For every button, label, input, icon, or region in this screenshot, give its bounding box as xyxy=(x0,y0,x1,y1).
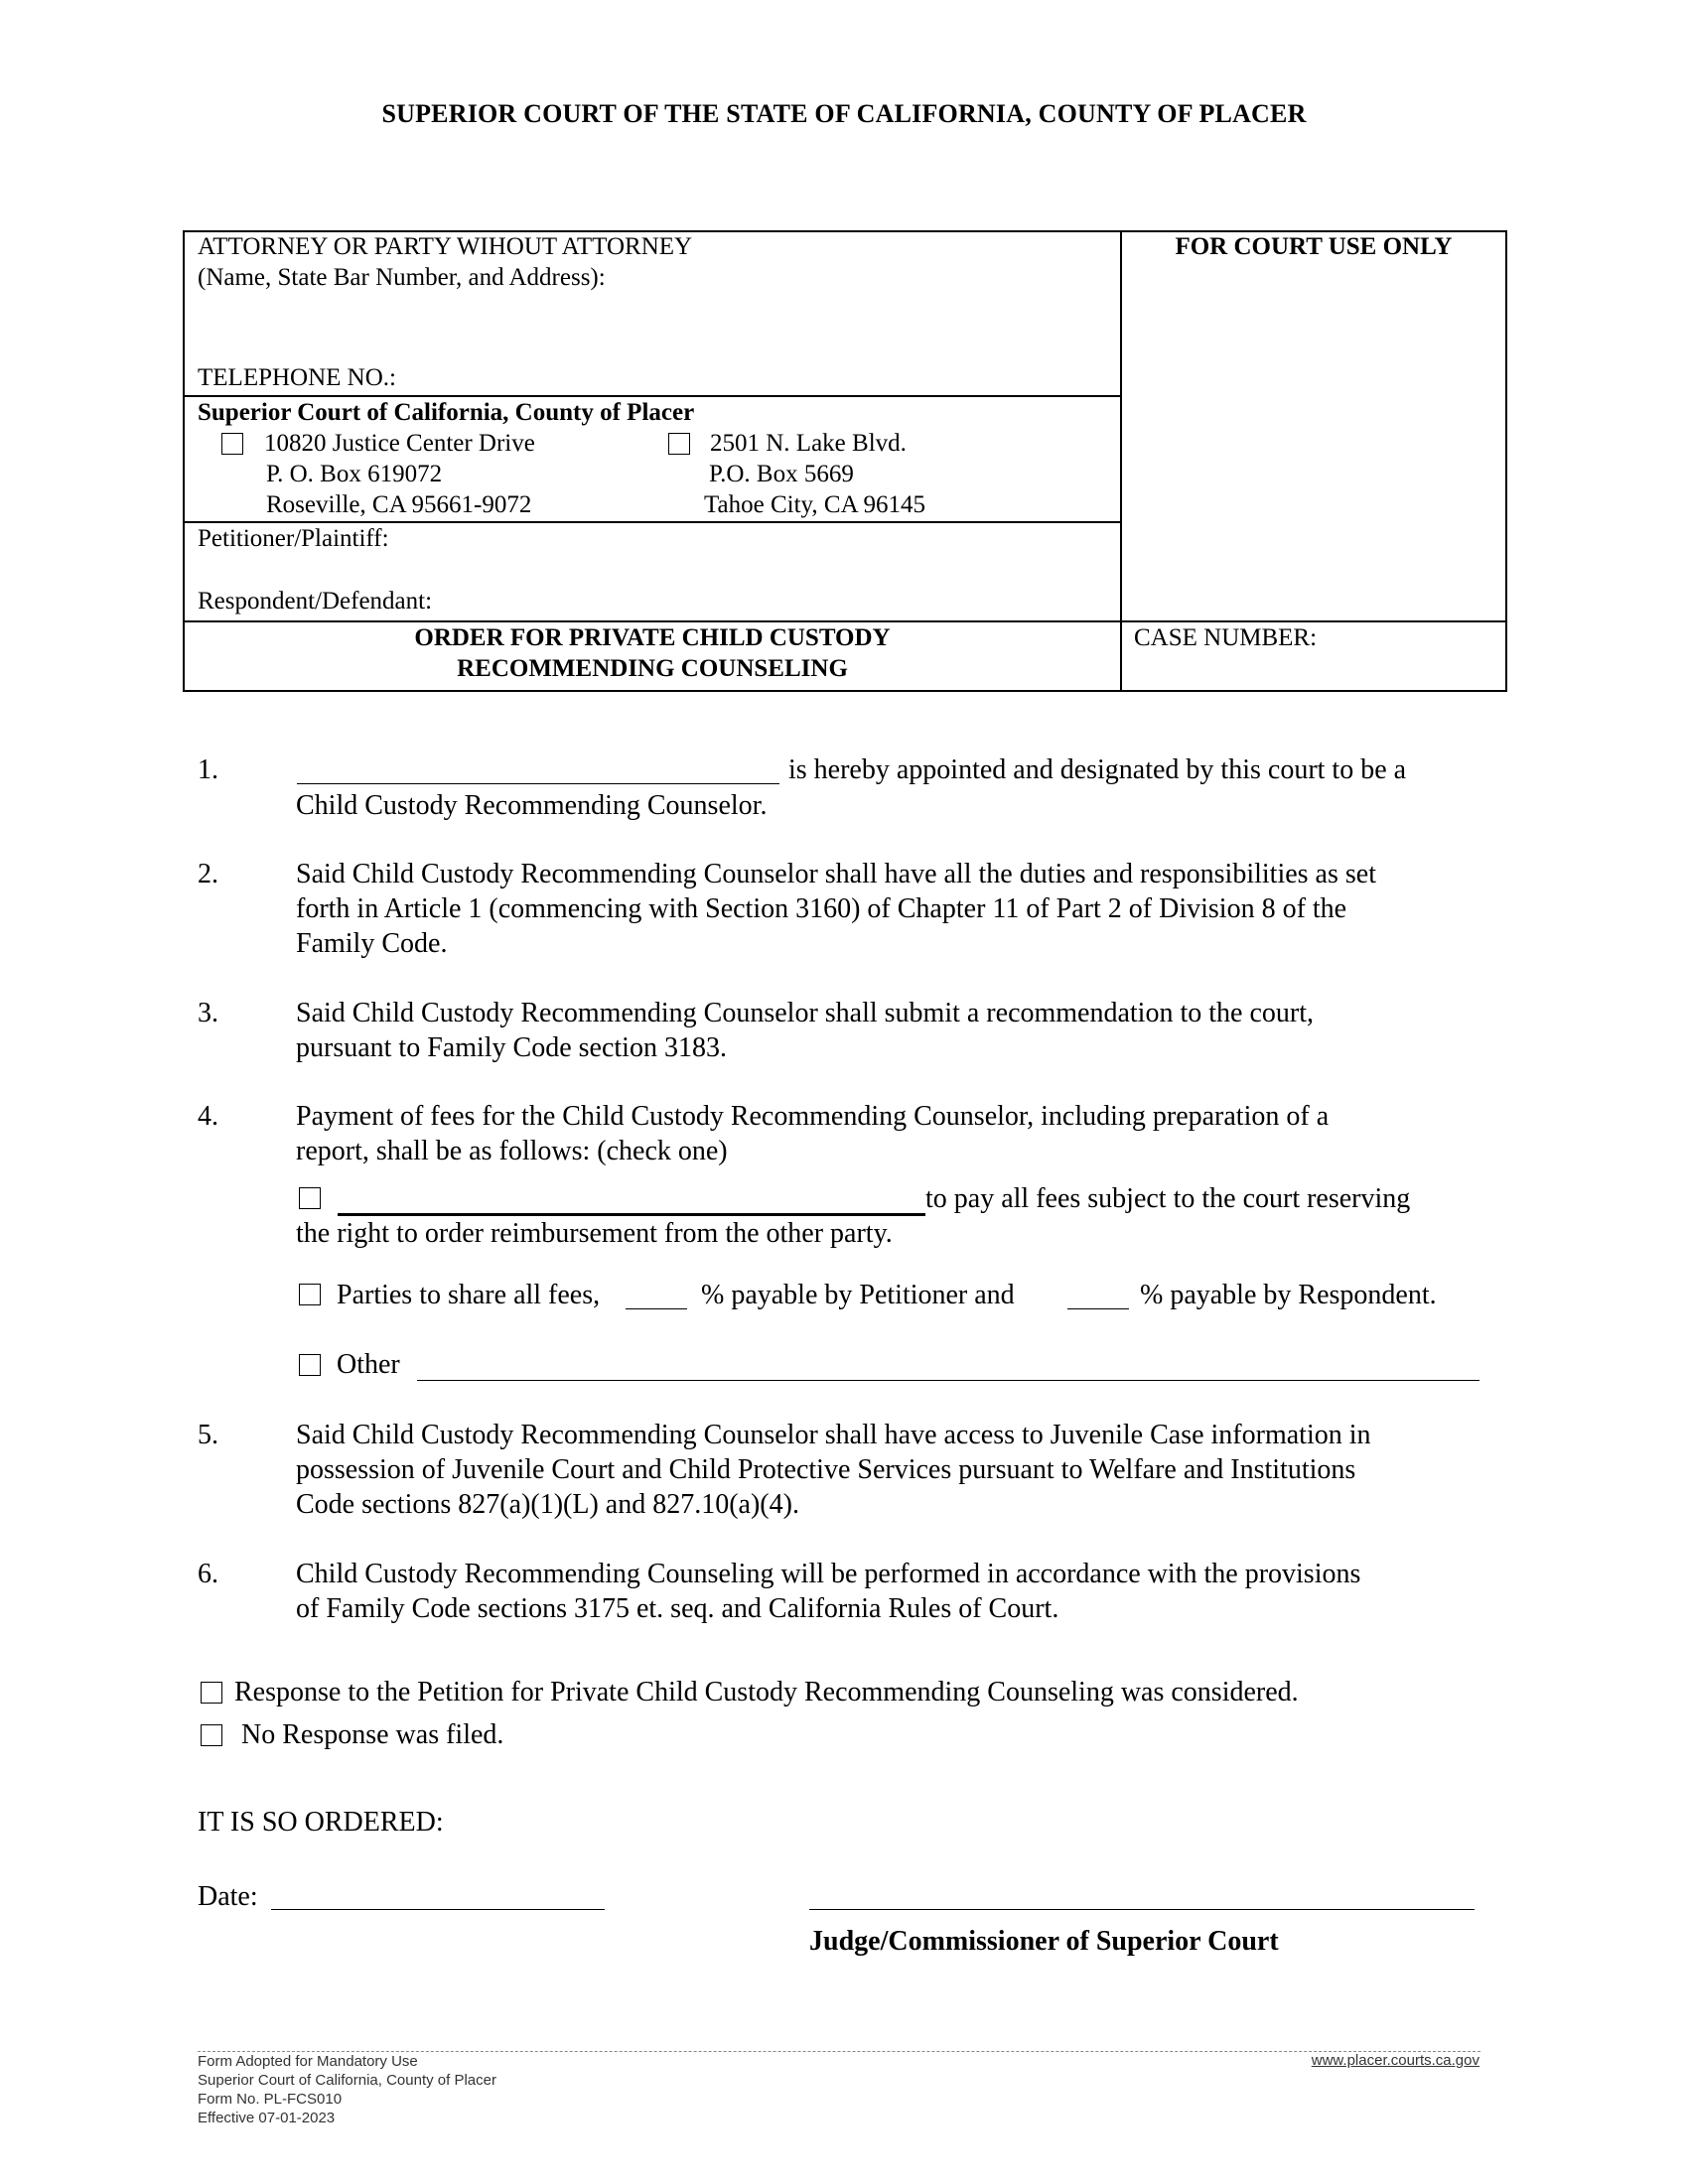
location-tahoe-checkbox[interactable] xyxy=(668,433,690,455)
item-5-line2: possession of Juvenile Court and Child Protective Services pursuant to Welfare and Institutions xyxy=(296,1454,1356,1485)
date-field[interactable] xyxy=(271,1909,605,1910)
form-title-line2: RECOMMENDING COUNSELING xyxy=(457,655,848,682)
item-1-number: 1. xyxy=(198,754,218,785)
footer-line4: Effective 07-01-2023 xyxy=(198,2110,336,2126)
respondent-label: Respondent/Defendant: xyxy=(198,588,433,614)
fee-option-one-party-checkbox[interactable] xyxy=(299,1187,321,1209)
fee-option-share-text1: Parties to share all fees, xyxy=(337,1280,601,1310)
location-tahoe-line3: Tahoe City, CA 96145 xyxy=(704,491,926,518)
item-2-line2: forth in Article 1 (commencing with Section 3160) of Chapter 11 of Part 2 of Division 8 of the xyxy=(296,893,1347,924)
response-considered-checkbox[interactable] xyxy=(201,1682,222,1704)
court-website-link[interactable]: www.placer.courts.ca.gov xyxy=(1311,2052,1479,2069)
item-2-number: 2. xyxy=(198,859,218,889)
petitioner-percent-field[interactable] xyxy=(626,1308,687,1309)
location-tahoe-line2: P.O. Box 5669 xyxy=(709,461,854,487)
respondent-percent-field[interactable] xyxy=(1067,1308,1129,1309)
location-tahoe-line1: 2501 N. Lake Blvd. xyxy=(710,430,907,457)
fee-option-share-checkbox[interactable] xyxy=(299,1284,321,1305)
fee-option-one-party-line1: to pay all fees subject to the court reserving xyxy=(925,1183,1411,1214)
item-3-line2: pursuant to Family Code section 3183. xyxy=(296,1032,727,1063)
item-3-line1: Said Child Custody Recommending Counselor shall submit a recommendation to the court, xyxy=(296,998,1314,1028)
no-response-label: No Response was filed. xyxy=(241,1719,504,1750)
court-heading: SUPERIOR COURT OF THE STATE OF CALIFORNIA, COUNTY OF PLACER xyxy=(381,99,1307,128)
item-5-line1: Said Child Custody Recommending Counselor shall have access to Juvenile Case information in xyxy=(296,1420,1371,1450)
footer-line2: Superior Court of California, County of Placer xyxy=(198,2072,496,2089)
no-response-checkbox[interactable] xyxy=(201,1724,222,1746)
telephone-label: TELEPHONE NO.: xyxy=(198,364,396,391)
judge-signature-line[interactable] xyxy=(809,1909,1475,1910)
location-roseville-line3: Roseville, CA 95661-9072 xyxy=(266,491,532,518)
item-5-number: 5. xyxy=(198,1420,218,1450)
response-considered-label: Response to the Petition for Private Child Custody Recommending Counseling was considered. xyxy=(234,1677,1299,1707)
item-5-line3: Code sections 827(a)(1)(L) and 827.10(a)(4). xyxy=(296,1489,799,1520)
court-name: Superior Court of California, County of Placer xyxy=(198,399,695,426)
fee-option-other-label: Other xyxy=(337,1349,400,1380)
item-1-line2: Child Custody Recommending Counselor. xyxy=(296,790,768,821)
item-2-line1: Said Child Custody Recommending Counselor shall have all the duties and responsibilities as set xyxy=(296,859,1376,889)
attorney-label: ATTORNEY OR PARTY WIHOUT ATTORNEY xyxy=(198,233,693,260)
judge-label: Judge/Commissioner of Superior Court xyxy=(809,1926,1279,1957)
item-1-line1: is hereby appointed and designated by this court to be a xyxy=(788,754,1407,785)
footer-line1: Form Adopted for Mandatory Use xyxy=(198,2053,418,2070)
fee-option-share-text3: % payable by Respondent. xyxy=(1140,1280,1437,1310)
so-ordered-label: IT IS SO ORDERED: xyxy=(198,1807,444,1838)
location-roseville-checkbox[interactable] xyxy=(221,433,243,455)
item-6-line2: of Family Code sections 3175 et. seq. and California Rules of Court. xyxy=(296,1593,1059,1624)
case-number-label: CASE NUMBER: xyxy=(1134,624,1318,651)
fee-option-one-party-line2: the right to order reimbursement from the other party. xyxy=(296,1218,893,1249)
petitioner-label: Petitioner/Plaintiff: xyxy=(198,525,389,552)
item-6-line1: Child Custody Recommending Counseling will be performed in accordance with the provisions xyxy=(296,1559,1361,1589)
counselor-name-field[interactable] xyxy=(297,783,779,784)
location-roseville-line1: 10820 Justice Center Drive xyxy=(264,430,535,457)
item-3-number: 3. xyxy=(198,998,218,1028)
item-4-line2: report, shall be as follows: (check one) xyxy=(296,1136,728,1166)
form-title-line1: ORDER FOR PRIVATE CHILD CUSTODY xyxy=(414,624,891,651)
footer-line3: Form No. PL-FCS010 xyxy=(198,2091,343,2108)
item-2-line3: Family Code. xyxy=(296,928,448,959)
location-roseville-line2: P. O. Box 619072 xyxy=(266,461,443,487)
court-use-label: FOR COURT USE ONLY xyxy=(1175,233,1453,260)
attorney-sublabel: (Name, State Bar Number, and Address): xyxy=(198,264,606,291)
item-6-number: 6. xyxy=(198,1559,218,1589)
item-4-line1: Payment of fees for the Child Custody Recommending Counselor, including preparation of a xyxy=(296,1101,1330,1132)
fee-option-share-text2: % payable by Petitioner and xyxy=(701,1280,1015,1310)
date-label: Date: xyxy=(198,1881,258,1912)
other-fee-arrangement-field[interactable] xyxy=(417,1380,1479,1381)
item-4-number: 4. xyxy=(198,1101,218,1132)
fee-option-other-checkbox[interactable] xyxy=(299,1354,321,1376)
